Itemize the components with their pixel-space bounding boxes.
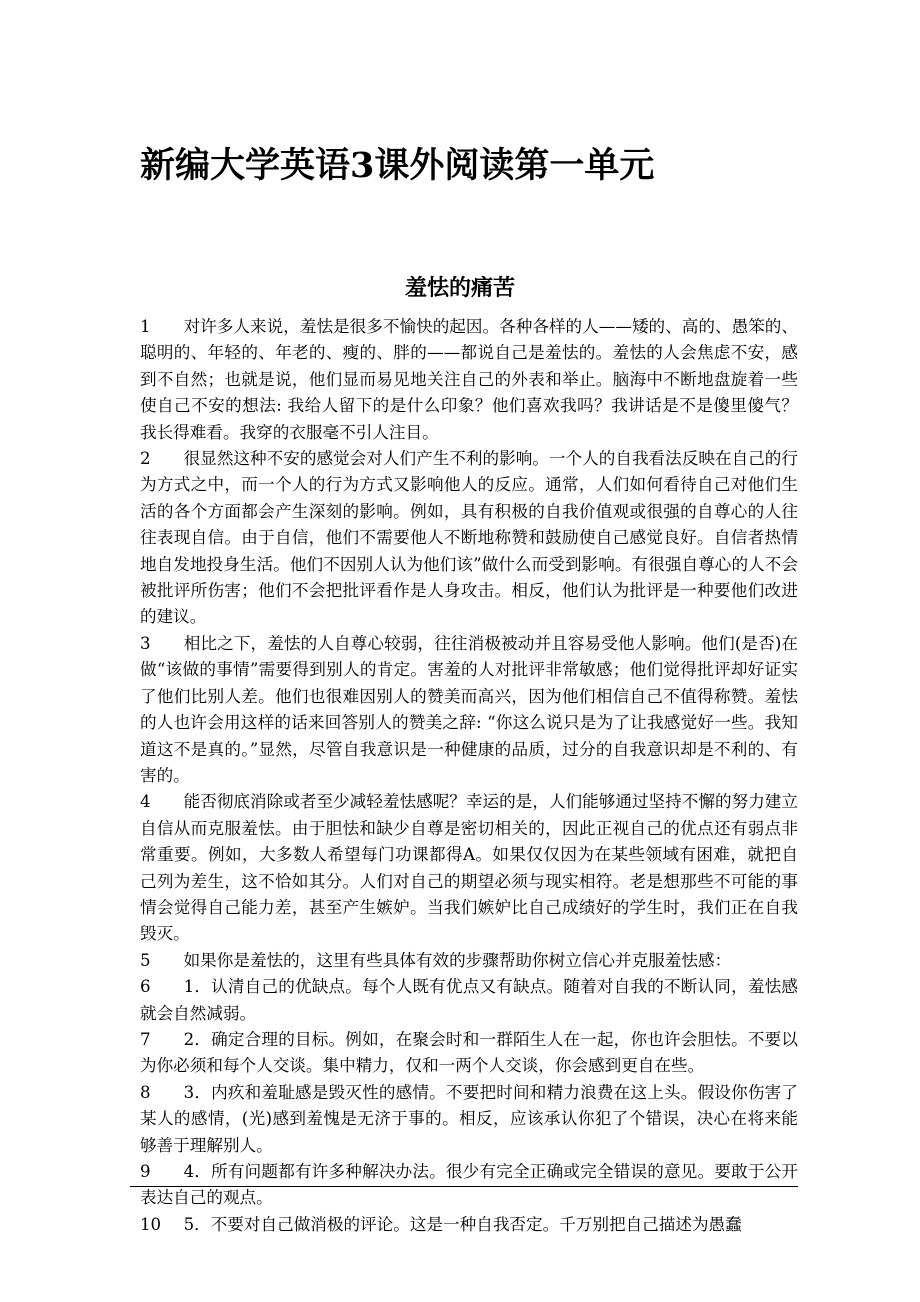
- paragraph-text: 3．内疚和羞耻感是毁灭性的感情。不要把时间和精力浪费在这上头。假设你伤害了某人的感情，(光)感到羞愧是无济于事的。相反，应该承认你犯了个错误，决心在将来能够善于理解别人。: [140, 1082, 798, 1155]
- paragraph: [140, 974, 798, 1027]
- footer-rule: [130, 1186, 798, 1187]
- document-title: 新编大学英语3课外阅读第一单元: [140, 145, 655, 186]
- paragraph-text: 很显然这种不安的感觉会对人们产生不利的影响。一个人的自我看法反映在自己的行为方式之中，而一个人的行为方式又影响他人的反应。通常，人们如何看待自己对他们生活的各个方面都会产生深刻的影响。例如，具有积极的自我价值观或很强的自尊心的人往往表现自信。由于自信，他们不需要他人不断地称赞和鼓励使自己感觉良好。自信者热情地自发地投身生活。他们不因别人认为他们该”做什么而受到影响。有很强自尊心的人不会被批评所伤害；他们不会把批评看作是人身攻击。相反，他们认为批评是一种要他们改进的建议。: [140, 449, 798, 627]
- paragraph: [140, 1080, 798, 1159]
- paragraph-text: 5．不要对自己做消极的评论。这是一种自我否定。千万别把自己描述为愚蠢: [183, 1214, 742, 1234]
- paragraph-number: 5: [140, 950, 151, 970]
- paragraph-text: 如果你是羞怯的，这里有些具体有效的步骤帮助你树立信心并克服羞怯感：: [183, 950, 732, 970]
- article-title: 羞怯的痛苦: [404, 275, 515, 301]
- paragraph: [140, 948, 798, 974]
- paragraph-number: 4: [140, 792, 151, 812]
- paragraph-number: 8: [140, 1082, 151, 1102]
- article-body: [140, 314, 798, 1234]
- paragraph-number: 1: [140, 317, 151, 336]
- paragraph-number: 7: [140, 1029, 151, 1049]
- paragraph: [140, 1212, 798, 1238]
- paragraph: [140, 1027, 798, 1080]
- paragraph-text: 4．所有问题都有许多种解决办法。很少有完全正确或完全错误的意见。要敢于公开表达自己的观点。: [140, 1162, 798, 1208]
- paragraph-text: 能否彻底消除或者至少减轻羞怯感呢？幸运的是，人们能够通过坚持不懈的努力建立自信从而克服羞怯。由于胆怯和缺少自尊是密切相关的，因此正视自己的优点还有弱点非常重要。例如，大多数人希望每门功课都得A。如果仅仅因为在某些领域有困难，就把自己列为差生，这不恰如其分。人们对自己的期望必须与现实相符。老是想那些不可能的事情会觉得自己能力差，甚至产生嫉妒。当我们嫉妒比自己成绩好的学生时，我们正在自我毁灭。: [140, 792, 798, 944]
- paragraph-text: 相比之下，羞怯的人自尊心较弱，往往消极被动并且容易受他人影响。他们(是否)在做“该做的事情”需要得到别人的肯定。害羞的人对批评非常敏感；他们觉得批评却好证实了他们比别人差。他们也很难因别人的赞美而高兴，因为他们相信自己不值得称赞。羞怯的人也许会用这样的话来回答别人的赞美之辞: “你这么说只是为了让我感觉好一些。我知道这不是真的。”显然，尽管自我意识是一种健康的品质，过分的自我意识却是不利的、有害的。: [140, 633, 798, 785]
- paragraph-number: 3: [140, 633, 151, 653]
- paragraph-text: 2．确定合理的目标。例如，在聚会时和一群陌生人在一起，你也许会胆怯。不要以为你必须和每个人交谈。集中精力，仅和一两个人交谈，你会感到更自在些。: [140, 1029, 798, 1076]
- paragraph: [140, 314, 798, 446]
- paragraph: [140, 446, 798, 631]
- paragraph: [140, 789, 798, 947]
- paragraph-number: 9: [140, 1162, 151, 1181]
- paragraph-number: 10: [140, 1214, 162, 1234]
- paragraph-number: 2: [140, 449, 151, 469]
- paragraph-text: 对许多人来说，羞怯是很多不愉快的起因。各种各样的人——矮的、高的、愚笨的、聪明的、年轻的、年老的、瘦的、胖的——都说自己是羞怯的。羞怯的人会焦虑不安，感到不自然；也就是说，他们显而易见地关注自己的外表和举止。脑海中不断地盘旋着一些使自己不安的想法: 我给人留下的是什么印象？他们喜欢我吗？我讲话是不是傻里傻气？我长得难看。我穿的衣服毫不引人注目。: [140, 317, 798, 442]
- paragraph-number: 6: [140, 977, 151, 997]
- paragraph: [140, 631, 798, 789]
- paragraph-text: 1．认清自己的优缺点。每个人既有优点又有缺点。随着对自我的不断认同，羞怯感就会自然减弱。: [140, 977, 798, 1023]
